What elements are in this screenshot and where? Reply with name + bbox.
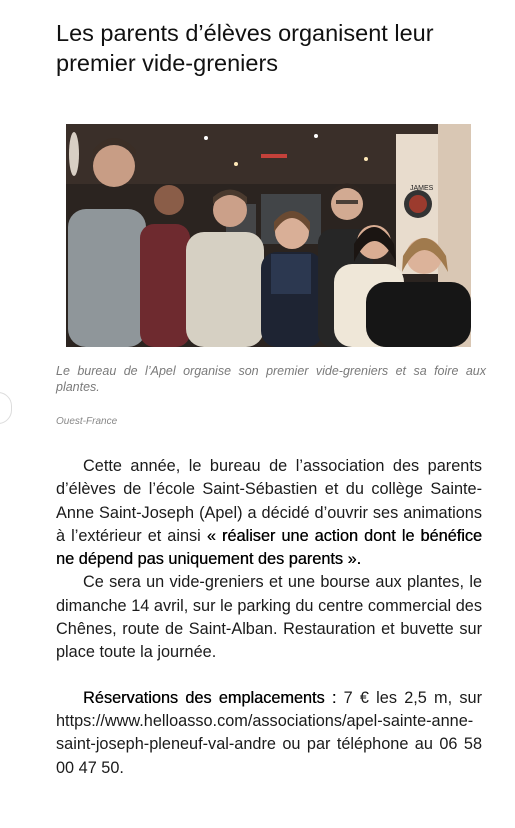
paragraph-spacer [56,665,482,687]
paragraph-1 [56,455,482,571]
reservation-details[interactable]: 7 € les 2,5 m, sur https://www.helloasso.com/associations/apel-sainte-anne-saint-joseph-pleneuf-val-andre ou par téléphone au 06 58 00 47 50. [56,688,482,777]
article-photo [66,124,471,347]
reservation-label: Réservations des emplacements : [83,688,337,707]
paragraph-2: Ce sera un vide-greniers et une bourse aux plantes, le dimanche 14 avril, sur le parking du centre commercial des Chênes, route de Saint-Alban. Restauration et buvette sur place toute la journée. [56,573,482,662]
side-nav-handle[interactable] [0,392,12,424]
quote-highlight: « réaliser une action dont le bénéfice ne dépend pas uniquement des parents ». [56,526,482,569]
photo-credit: Ouest-France [56,416,118,427]
article-body [56,455,482,780]
article-title: Les parents d’élèves organisent leur premier vide-greniers [56,20,434,76]
photo-sign-text: JAMES [410,185,434,192]
paragraph-3 [56,687,482,780]
paragraph-1-text: Cette année, le bureau de l’association des parents d’élèves de l’école Saint-Sébastien et du collège Sainte-Anne Saint-Joseph (Apel) a décidé d’ouvrir ses animations à l’extérieur et ainsi [56,457,482,545]
photo-caption: Le bureau de l’Apel organise son premier vide-greniers et sa foire aux plantes. [56,364,486,394]
group-photo-illustration [66,124,471,347]
